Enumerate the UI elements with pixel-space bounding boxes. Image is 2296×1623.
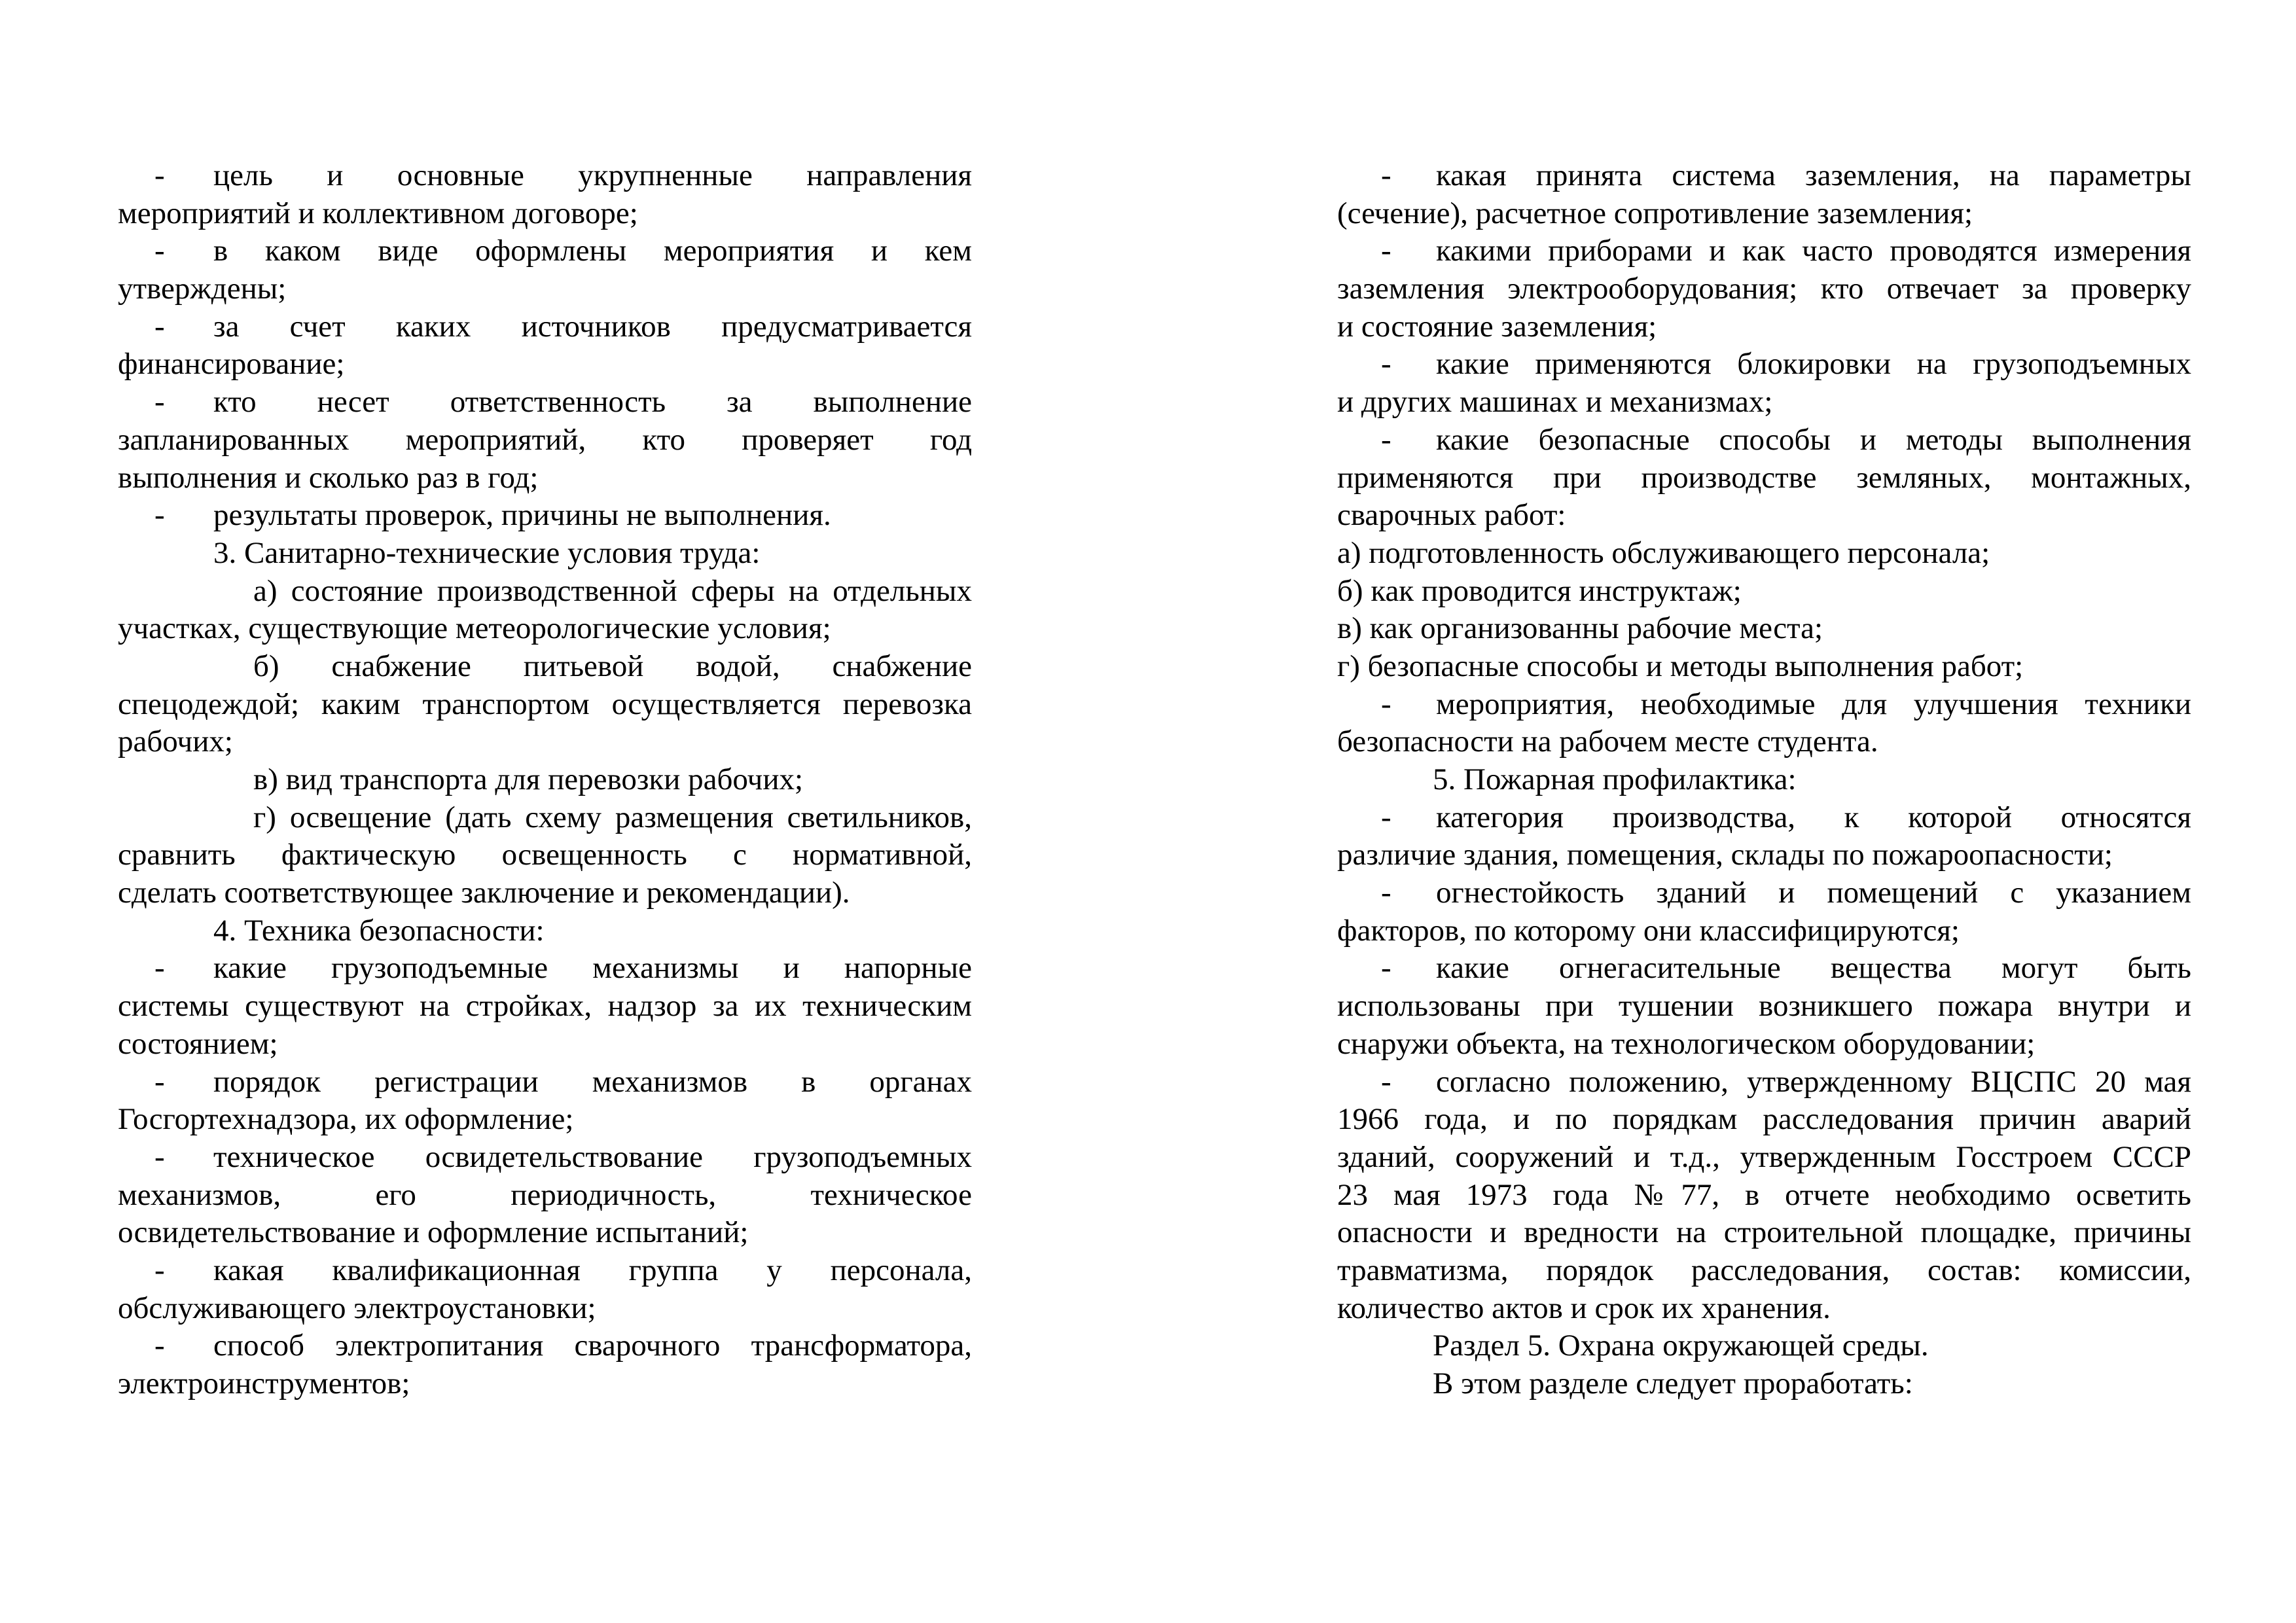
text-line-bullet xyxy=(118,232,972,270)
text-line-cont: (сечение), расчетное сопротивление заземления; xyxy=(1337,196,1973,230)
text-line-cont: снаружи объекта, на технологическом оборудовании; xyxy=(1337,1026,2036,1061)
text-line-heading: 3. Санитарно-технические условия труда: xyxy=(213,535,761,570)
bullet-dash: - xyxy=(154,951,165,986)
text-line-cont: а) подготовленность обслуживающего персонала; xyxy=(1337,535,1990,570)
bullet-dash: - xyxy=(154,234,165,268)
text-line-cont: использованы при тушении возникшего пожара внутри и xyxy=(1337,989,2191,1024)
text-line-bullet xyxy=(1337,1063,2191,1101)
bullet-dash: - xyxy=(154,158,165,192)
bullet-dash: - xyxy=(1381,687,1391,721)
text-line-cont: 1966 года, и по порядкам расследования причин аварий xyxy=(1337,1102,2191,1137)
line-text: какая принята система заземления, на параметры xyxy=(1436,158,2191,192)
text-line-cont: обслуживающего электроустановки; xyxy=(118,1291,596,1325)
text-line-sub: б) снабжение питьевой водой, снабжение xyxy=(253,649,972,683)
line-text: мероприятия, необходимые для улучшения техники xyxy=(1436,687,2191,721)
text-line-cont: травматизма, порядок расследования, состав: комиссии, xyxy=(1337,1253,2191,1287)
text-line-cont: различие здания, помещения, склады по пожароопасности; xyxy=(1337,838,2113,872)
text-line-cont: освидетельствование и оформление испытаний; xyxy=(118,1215,749,1250)
line-text: в каком виде оформлены мероприятия и кем xyxy=(213,234,972,268)
text-line-cont: Госгортехнадзора, их оформление; xyxy=(118,1102,574,1137)
text-line-cont: и других машинах и механизмах; xyxy=(1337,385,1773,419)
bullet-dash: - xyxy=(154,1064,165,1099)
bullet-dash: - xyxy=(1381,951,1391,986)
text-line-cont: сделать соответствующее заключение и рекомендации). xyxy=(118,876,850,910)
text-line-cont: в) как организованны рабочие места; xyxy=(1337,611,1823,646)
text-line-cont: механизмов, его периодичность, техническое xyxy=(118,1177,972,1212)
text-line-heading: Раздел 5. Охрана окружающей среды. xyxy=(1433,1329,1929,1363)
text-line-bullet xyxy=(1337,950,2191,988)
text-line-cont: спецодеждой; каким транспортом осуществляется перевозка xyxy=(118,687,972,721)
text-line-heading: 5. Пожарная профилактика: xyxy=(1433,762,1797,796)
bullet-dash: - xyxy=(154,498,165,533)
text-line-bullet xyxy=(1337,686,2191,724)
text-line-bullet xyxy=(118,497,972,535)
text-line-cont: участках, существующие метеорологические условия; xyxy=(118,611,831,646)
text-line-bullet xyxy=(118,1252,972,1290)
text-line-cont: зданий, сооружений и т.д., утвержденным Госстроем СССР xyxy=(1337,1139,2191,1174)
text-line-cont: б) как проводится инструктаж; xyxy=(1337,573,1742,608)
line-text: какие огнегасительные вещества могут быть xyxy=(1436,951,2191,986)
text-line-cont: опасности и вредности на строительной площадке, причины xyxy=(1337,1215,2191,1250)
text-line-cont: системы существуют на стройках, надзор за их техническим xyxy=(118,989,972,1024)
line-text: категория производства, к которой относятся xyxy=(1436,800,2191,834)
bullet-dash: - xyxy=(1381,422,1391,457)
bullet-dash: - xyxy=(154,1139,165,1174)
text-line-cont: запланированных мероприятий, кто проверяет год xyxy=(118,422,972,457)
text-line-cont: 23 мая 1973 года №77, в отчете необходимо осветить xyxy=(1337,1177,2191,1212)
text-line-bullet xyxy=(118,1063,972,1101)
left-page-column xyxy=(118,157,972,1403)
text-line-bullet xyxy=(1337,799,2191,837)
bullet-dash: - xyxy=(1381,347,1391,382)
text-line-cont: заземления электрооборудования; кто отвечает за проверку xyxy=(1337,272,2191,306)
text-line-cont: рабочих; xyxy=(118,724,233,759)
text-line-bullet xyxy=(1337,346,2191,383)
line-text: какие безопасные способы и методы выполнения xyxy=(1436,422,2191,457)
line-text: техническое освидетельствование грузоподъемных xyxy=(213,1139,972,1174)
bullet-dash: - xyxy=(1381,876,1391,910)
text-line-heading: В этом разделе следует проработать: xyxy=(1433,1366,1913,1400)
line-text: согласно положению, утвержденному ВЦСПС 20 мая xyxy=(1436,1064,2191,1099)
text-line-bullet xyxy=(118,950,972,988)
line-text: результаты проверок, причины не выполнения. xyxy=(213,498,831,533)
text-line-cont: безопасности на рабочем месте студента. xyxy=(1337,724,1878,759)
text-line-sub: а) состояние производственной сферы на отдельных xyxy=(253,573,972,608)
line-text: огнестойкость зданий и помещений с указанием xyxy=(1436,876,2191,910)
text-line-cont: финансирование; xyxy=(118,347,345,382)
line-text: какие грузоподъемные механизмы и напорные xyxy=(213,951,972,986)
text-line-bullet xyxy=(1337,232,2191,270)
bullet-dash: - xyxy=(1381,1064,1391,1099)
text-line-bullet xyxy=(1337,157,2191,195)
text-line-cont: утверждены; xyxy=(118,272,287,306)
right-page-column xyxy=(1337,157,2191,1403)
text-line-cont: электроинструментов; xyxy=(118,1366,410,1400)
text-line-cont: факторов, по которому они классифицируются; xyxy=(1337,913,1960,948)
bullet-dash: - xyxy=(154,1329,165,1363)
text-line-bullet xyxy=(118,1327,972,1365)
text-line-bullet xyxy=(118,308,972,346)
text-line-sub: г) освещение (дать схему размещения светильников, xyxy=(253,800,972,834)
bullet-dash: - xyxy=(1381,800,1391,834)
text-line-bullet xyxy=(118,1139,972,1177)
line-text: какие применяются блокировки на грузоподъемных xyxy=(1436,347,2191,382)
text-line-cont: количество актов и срок их хранения. xyxy=(1337,1291,1831,1325)
line-text: порядок регистрации механизмов в органах xyxy=(213,1064,972,1099)
text-line-cont: сварочных работ: xyxy=(1337,498,1566,533)
bullet-dash: - xyxy=(1381,234,1391,268)
text-line-cont: мероприятий и коллективном договоре; xyxy=(118,196,638,230)
bullet-dash: - xyxy=(154,309,165,344)
line-text: какая квалификационная группа у персонала, xyxy=(213,1253,972,1287)
bullet-dash: - xyxy=(154,1253,165,1287)
text-line-cont: г) безопасные способы и методы выполнения работ; xyxy=(1337,649,2024,683)
text-line-sub: в) вид транспорта для перевозки рабочих; xyxy=(253,762,804,796)
text-line-cont: применяются при производстве земляных, монтажных, xyxy=(1337,460,2191,495)
text-line-bullet xyxy=(118,383,972,421)
line-text: цель и основные укрупненные направления xyxy=(213,158,972,192)
text-line-cont: состоянием; xyxy=(118,1026,278,1061)
bullet-dash: - xyxy=(154,385,165,419)
text-line-bullet xyxy=(118,157,972,195)
text-line-cont: сравнить фактическую освещенность с нормативной, xyxy=(118,838,972,872)
text-line-heading: 4. Техника безопасности: xyxy=(213,913,545,948)
line-text: какими приборами и как часто проводятся измерения xyxy=(1436,234,2191,268)
text-line-bullet xyxy=(1337,874,2191,912)
bullet-dash: - xyxy=(1381,158,1391,192)
line-text: кто несет ответственность за выполнение xyxy=(213,385,972,419)
text-line-bullet xyxy=(1337,421,2191,459)
line-text: за счет каких источников предусматривается xyxy=(213,309,972,344)
text-line-cont: и состояние заземления; xyxy=(1337,309,1657,344)
line-text: способ электропитания сварочного трансформатора, xyxy=(213,1329,972,1363)
text-line-cont: выполнения и сколько раз в год; xyxy=(118,460,539,495)
